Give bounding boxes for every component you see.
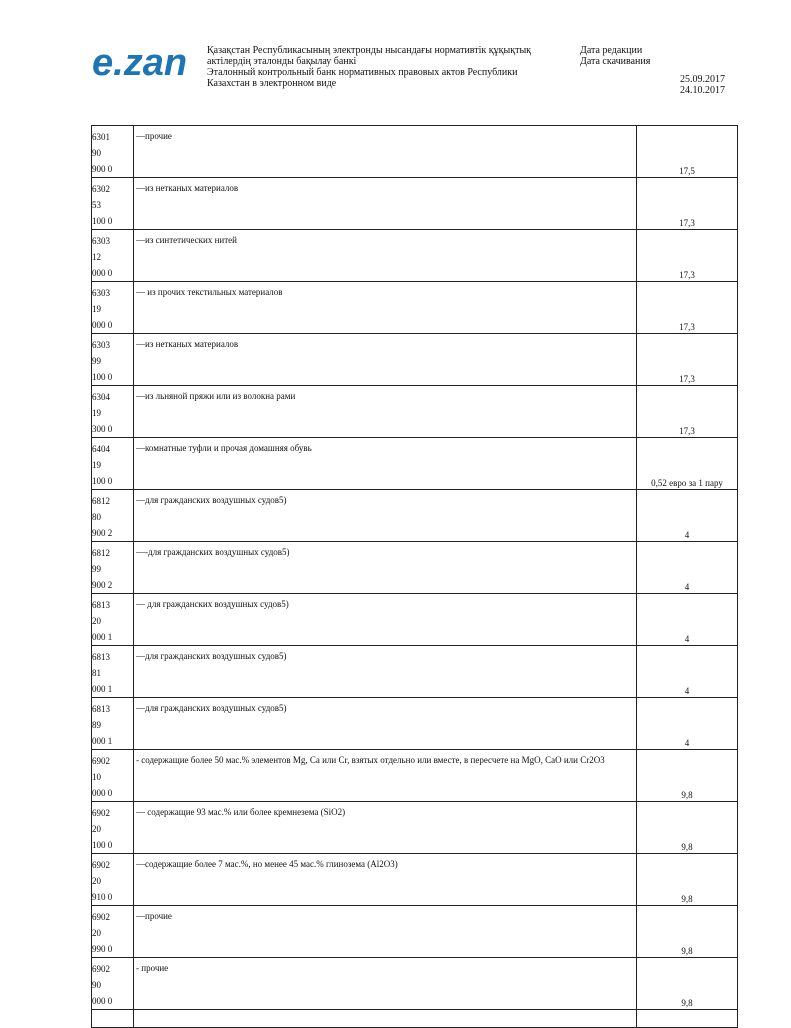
table-row xyxy=(92,906,738,958)
description-cell: —прочие xyxy=(134,906,637,958)
table-row xyxy=(92,126,738,178)
table-row xyxy=(92,698,738,750)
code-line: 10 xyxy=(92,772,101,782)
code-line: 100 0 xyxy=(92,840,113,850)
header-line-1: Қазақстан Республикасының электронды нысандағы нормативтік құқықтық xyxy=(207,45,532,56)
code-line: 6303 xyxy=(92,288,110,298)
commodity-code-cell xyxy=(92,594,134,646)
description-cell: —из нетканых материалов xyxy=(134,178,637,230)
rate-value: 4 xyxy=(684,634,690,644)
table-row xyxy=(92,542,738,594)
header-bank-title xyxy=(207,45,557,89)
rate-cell xyxy=(637,178,738,230)
rate-cell xyxy=(637,282,738,334)
commodity-code-cell xyxy=(92,282,134,334)
code-line: 6902 xyxy=(92,860,110,870)
rate-cell xyxy=(637,906,738,958)
code-line: 81 xyxy=(92,668,101,678)
header-line-4: Казахстан в электронном виде xyxy=(207,78,337,89)
code-line: 20 xyxy=(92,928,101,938)
rate-cell xyxy=(637,438,738,490)
rate-cell xyxy=(637,490,738,542)
commodity-code-cell xyxy=(92,126,134,178)
description-cell: - содержащие более 50 мас.% элементов Mg, Ca или Cr, взятых отдельно или вместе, в пересчете на MgO, CaO или Cr2O3 xyxy=(134,750,637,802)
table-row xyxy=(92,490,738,542)
download-date-value: 24.10.2017 xyxy=(680,85,725,96)
table-row xyxy=(92,386,738,438)
commodity-code-cell xyxy=(92,230,134,282)
code-line: 910 0 xyxy=(92,892,113,902)
commodity-code-cell xyxy=(92,334,134,386)
code-line: 100 0 xyxy=(92,476,113,486)
rate-value: 0,52 евро за 1 пару xyxy=(651,478,723,488)
rate-cell xyxy=(637,594,738,646)
code-line: 000 0 xyxy=(92,320,113,330)
code-line: 900 2 xyxy=(92,528,113,538)
rate-value: 9,8 xyxy=(681,894,693,904)
rate-value: 17,3 xyxy=(679,426,695,436)
rate-cell xyxy=(637,230,738,282)
rate-value: 9,8 xyxy=(681,946,693,956)
rate-cell xyxy=(637,698,738,750)
table-row xyxy=(92,958,738,1010)
code-line: 19 xyxy=(92,304,101,314)
table-row xyxy=(92,802,738,854)
commodity-code-cell xyxy=(92,646,134,698)
code-line: 6812 xyxy=(92,496,110,506)
commodity-code-cell xyxy=(92,854,134,906)
header-line-3: Эталонный контрольный банк нормативных правовых актов Республики xyxy=(207,67,518,78)
code-line: 000 1 xyxy=(92,736,113,746)
description-cell: —комнатные туфли и прочая домашняя обувь xyxy=(134,438,637,490)
empty-cell xyxy=(134,1010,637,1028)
header-date-values xyxy=(680,74,725,96)
rate-value: 9,8 xyxy=(681,790,693,800)
code-line: 100 0 xyxy=(92,372,113,382)
rate-value: 4 xyxy=(684,582,690,592)
code-line: 100 0 xyxy=(92,216,113,226)
table-row xyxy=(92,854,738,906)
code-line: 99 xyxy=(92,564,101,574)
code-line: 80 xyxy=(92,512,101,522)
code-line: 6304 xyxy=(92,392,110,402)
code-line: 990 0 xyxy=(92,944,113,954)
rate-cell xyxy=(637,126,738,178)
code-line: 12 xyxy=(92,252,101,262)
rate-cell xyxy=(637,542,738,594)
code-line: 6813 xyxy=(92,704,110,714)
rate-value: 17,3 xyxy=(679,270,695,280)
commodity-code-cell xyxy=(92,906,134,958)
rate-cell xyxy=(637,750,738,802)
commodity-code-cell xyxy=(92,542,134,594)
rate-value: 4 xyxy=(684,738,690,748)
code-line: 89 xyxy=(92,720,101,730)
code-line: 6303 xyxy=(92,236,110,246)
code-line: 000 0 xyxy=(92,268,113,278)
table-row xyxy=(92,230,738,282)
code-line: 000 1 xyxy=(92,632,113,642)
rate-value: 17,3 xyxy=(679,374,695,384)
description-cell: —из нетканых материалов xyxy=(134,334,637,386)
code-line: 300 0 xyxy=(92,424,113,434)
description-cell: — для гражданских воздушных судов5) xyxy=(134,594,637,646)
description-cell: —содержащие более 7 мас.%, но менее 45 мас.% глинозема (Al2O3) xyxy=(134,854,637,906)
download-date-label: Дата скачивания xyxy=(580,56,651,67)
code-line: 6404 xyxy=(92,444,110,454)
empty-table-row xyxy=(92,1010,738,1028)
code-line: 6302 xyxy=(92,184,110,194)
table-row xyxy=(92,438,738,490)
rate-value: 17,3 xyxy=(679,322,695,332)
rate-cell xyxy=(637,802,738,854)
code-line: 90 xyxy=(92,148,101,158)
rate-value: 17,5 xyxy=(679,166,695,176)
code-line: 20 xyxy=(92,824,101,834)
code-line: 20 xyxy=(92,876,101,886)
rate-value: 4 xyxy=(684,686,690,696)
table-row xyxy=(92,282,738,334)
edition-date-label: Дата редакции xyxy=(580,45,643,56)
rate-value: 17,3 xyxy=(679,218,695,228)
code-line: 6813 xyxy=(92,600,110,610)
description-cell: — содержащие 93 мас.% или более кремнезема (SiO2) xyxy=(134,802,637,854)
description-cell: —из льняной пряжи или из волокна рами xyxy=(134,386,637,438)
rate-value: 4 xyxy=(684,530,690,540)
code-line: 6301 xyxy=(92,132,110,142)
code-line: 900 0 xyxy=(92,164,113,174)
rate-value: 9,8 xyxy=(681,842,693,852)
code-line: 000 1 xyxy=(92,684,113,694)
table-row xyxy=(92,750,738,802)
description-cell: — из прочих текстильных материалов xyxy=(134,282,637,334)
rate-cell xyxy=(637,334,738,386)
code-line: 99 xyxy=(92,356,101,366)
empty-cell xyxy=(92,1010,134,1028)
description-cell: —прочие xyxy=(134,126,637,178)
code-line: 6902 xyxy=(92,756,110,766)
code-line: 6303 xyxy=(92,340,110,350)
description-cell: —для гражданских воздушных судов5) xyxy=(134,646,637,698)
code-line: 20 xyxy=(92,616,101,626)
code-line: 000 0 xyxy=(92,996,113,1006)
code-line: 6812 xyxy=(92,548,110,558)
table-row xyxy=(92,334,738,386)
rate-cell xyxy=(637,958,738,1010)
description-cell: —для гражданских воздушных судов5) xyxy=(134,490,637,542)
code-line: 19 xyxy=(92,408,101,418)
header-line-2: актілердің эталонды бақылау банкі xyxy=(207,56,357,67)
tariff-table xyxy=(91,125,738,1028)
code-line: 000 0 xyxy=(92,788,113,798)
code-line: 19 xyxy=(92,460,101,470)
code-line: 6902 xyxy=(92,964,110,974)
rate-value: 9,8 xyxy=(681,998,693,1008)
commodity-code-cell xyxy=(92,178,134,230)
commodity-code-cell xyxy=(92,698,134,750)
code-line: 53 xyxy=(92,200,101,210)
ezan-logo: e.zan xyxy=(92,42,188,84)
code-line: 6813 xyxy=(92,652,110,662)
commodity-code-cell xyxy=(92,750,134,802)
commodity-code-cell xyxy=(92,438,134,490)
commodity-code-cell xyxy=(92,958,134,1010)
description-cell: —для гражданских воздушных судов5) xyxy=(134,698,637,750)
rate-cell xyxy=(637,386,738,438)
empty-cell xyxy=(637,1010,738,1028)
commodity-code-cell xyxy=(92,386,134,438)
description-cell: - прочие xyxy=(134,958,637,1010)
description-cell: —-для гражданских воздушных судов5) xyxy=(134,542,637,594)
header-date-labels xyxy=(580,45,650,67)
code-line: 90 xyxy=(92,980,101,990)
code-line: 6902 xyxy=(92,912,110,922)
table-row xyxy=(92,594,738,646)
table-row xyxy=(92,646,738,698)
code-line: 900 2 xyxy=(92,580,113,590)
description-cell: —из синтетических нитей xyxy=(134,230,637,282)
rate-cell xyxy=(637,646,738,698)
edition-date-value: 25.09.2017 xyxy=(680,74,725,85)
rate-cell xyxy=(637,854,738,906)
code-line: 6902 xyxy=(92,808,110,818)
table-row xyxy=(92,178,738,230)
commodity-code-cell xyxy=(92,802,134,854)
commodity-code-cell xyxy=(92,490,134,542)
